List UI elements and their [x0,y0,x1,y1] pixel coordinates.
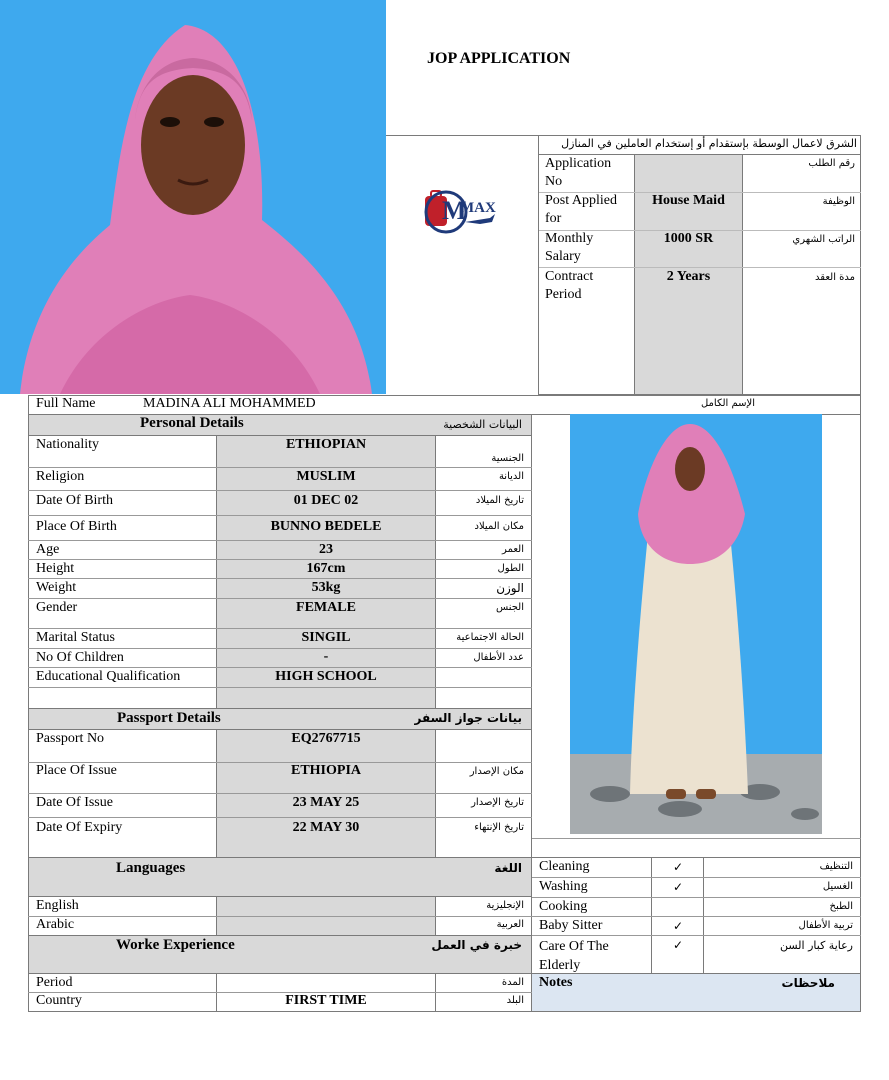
country-value: FIRST TIME [285,993,367,1008]
religion-label-ar: الديانة [498,471,524,482]
education-label: Educational Qualification [36,669,181,684]
period-label-ar: المدة [501,977,524,988]
place-of-issue-value: ETHIOPIA [290,763,361,778]
portrait-photo-image [0,0,386,394]
skill-elderly-care-check: ✓ [673,938,684,952]
weight-value: 53kg [311,580,341,595]
contract-value: 2 Years [666,269,711,284]
post-label: Post Applied for [545,193,617,226]
skill-elderly-care-label: Care Of The Elderly [539,939,609,973]
date-of-issue-label-ar: تاريخ الإصدار [471,797,524,808]
skill-washing-check: ✓ [673,880,684,894]
age-label-ar: العمر [502,544,524,555]
skill-washing-label: Washing [539,879,588,894]
application-no-label-ar: رقم الطلب [808,158,855,169]
salary-value: 1000 SR [663,231,714,246]
portrait-photo [0,0,386,394]
place-of-issue-label: Place Of Issue [36,763,117,778]
passport-details-title: Passport Details [117,710,221,726]
nationality-label: Nationality [36,437,99,452]
post-label-ar: الوظيفة [822,196,855,207]
notes-label: Notes [539,975,573,990]
pob-label: Place Of Birth [36,519,117,534]
place-of-issue-label-ar: مكان الإصدار [469,766,524,777]
children-label-ar: عدد الأطفال [473,652,524,663]
skill-elderly-care-label-ar: رعاية كبار السن [780,939,853,952]
skill-baby-sitter-label-ar: تربية الأطفال [798,920,853,931]
languages-title-ar: اللغة [494,861,522,875]
salary-label-ar: الراتب الشهري [792,234,855,245]
full-name-value: MADINA ALI MOHAMMED [143,396,316,411]
personal-details-title-ar: البيانات الشخصية [443,418,522,431]
agency-logo [420,182,505,242]
weight-label-ar: الوزن [496,581,524,595]
skill-cooking-label-ar: الطبخ [829,901,853,912]
education-value: HIGH SCHOOL [275,669,377,684]
full-body-photo-image [570,414,822,834]
period-label: Period [36,975,73,990]
height-label-ar: الطول [497,563,524,574]
languages-title: Languages [116,860,186,876]
country-label-ar: البلد [506,995,524,1006]
arabic-label: Arabic [36,917,75,932]
religion-value: MUSLIM [296,469,356,484]
gender-label: Gender [36,600,78,615]
agency-name-ar: الشرق لاعمال الوسطة بإستقدام أو إستخدام العاملين في المنازل [561,137,857,150]
date-of-expiry-label-ar: تاريخ الإنتهاء [474,822,524,833]
full-body-photo [570,414,822,834]
religion-label: Religion [36,469,85,484]
marital-status-label: Marital Status [36,630,115,645]
arabic-label-ar: العربية [496,919,524,930]
weight-label: Weight [36,580,77,595]
nationality-label-ar: الجنسية [491,453,524,464]
full-name-label-ar: الإسم الكامل [700,398,755,409]
date-of-issue-value: 23 MAY 25 [292,795,360,810]
dob-label-ar: تاريخ الميلاد [475,495,524,506]
date-of-issue-label: Date Of Issue [36,795,113,810]
skill-baby-sitter-check: ✓ [673,919,684,933]
logo-text: MAX [460,200,496,216]
full-name-label: Full Name [36,396,96,411]
skill-cleaning-label-ar: التنظيف [819,861,853,872]
children-value: - [323,649,329,664]
gender-label-ar: الجنس [495,602,524,613]
pob-label-ar: مكان الميلاد [474,521,524,532]
skill-cleaning-check: ✓ [673,860,684,874]
children-label: No Of Children [36,650,124,665]
skill-washing-label-ar: الغسيل [822,881,853,892]
height-label: Height [36,561,75,576]
skill-cooking-label: Cooking [539,899,588,914]
logo-letter: M [442,196,467,225]
contract-label: Contract Period [545,269,594,302]
age-label: Age [36,542,60,557]
pob-value: BUNNO BEDELE [270,519,382,534]
experience-title: Worke Experience [116,937,235,953]
nationality-value: ETHIOPIAN [285,437,367,452]
date-of-expiry-value: 22 MAY 30 [292,820,360,835]
page-title: JOP APPLICATION [427,50,571,67]
application-no-label: Application No [545,156,612,189]
personal-details-title: Personal Details [140,415,244,431]
notes-label-ar: ملاحظات [781,976,835,990]
height-value: 167cm [306,561,346,576]
passport-no-label: Passport No [36,731,105,746]
date-of-expiry-label: Date Of Expiry [36,820,123,835]
dob-label: Date Of Birth [36,493,113,508]
salary-label: Monthly Salary [545,231,594,264]
english-label-ar: الإنجليزية [486,900,524,911]
skill-baby-sitter-label: Baby Sitter [539,918,603,933]
english-label: English [36,898,79,913]
contract-label-ar: مدة العقد [815,272,855,283]
passport-details-title-ar: بيانات جواز السفر [414,711,522,725]
passport-no-value: EQ2767715 [291,731,361,746]
post-value: House Maid [652,193,725,208]
age-value: 23 [319,542,333,557]
marital-status-value: SINGIL [301,630,351,645]
dob-value: 01 DEC 02 [293,493,359,508]
skill-cleaning-label: Cleaning [539,859,590,874]
gender-value: FEMALE [296,600,356,615]
country-label: Country [36,993,82,1008]
marital-status-label-ar: الحالة الاجتماعية [456,632,524,643]
experience-title-ar: خبرة في العمل [431,938,522,952]
